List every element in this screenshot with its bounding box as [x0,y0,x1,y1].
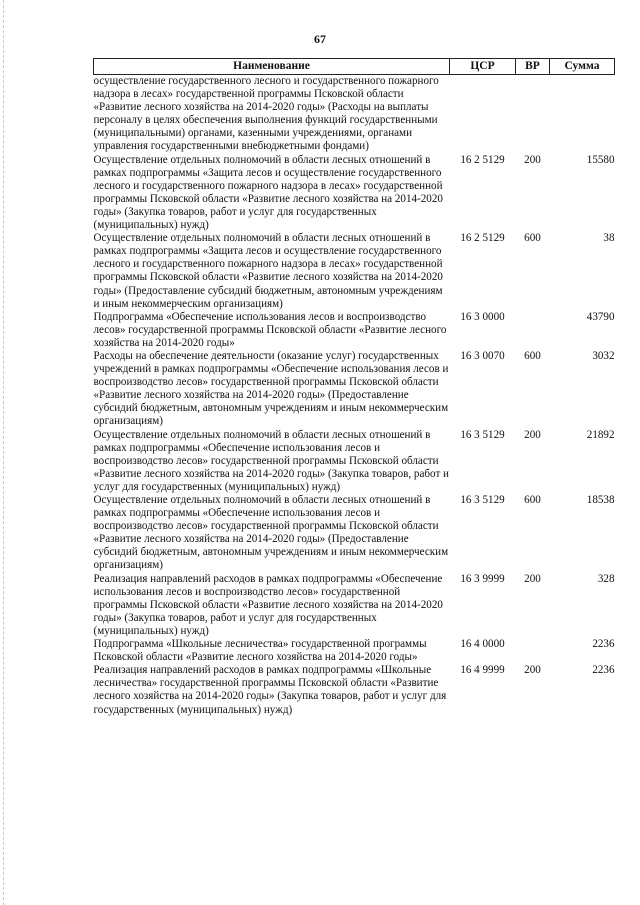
row-sum: 2236 [592,638,615,651]
header-name: Наименование [94,59,450,75]
table-row [94,154,615,233]
row-sum: 2236 [592,664,615,677]
row-vr: 200 [524,664,541,677]
budget-table [93,58,615,717]
row-name: Реализация направлений расходов в рамках подпрограммы «Школьные лесничества» государственной программы Псковской области «Развитие лесного хозяйства на 2014-2020 годы» (Закупка товаров, работ и услуг для государственных (муниципальных) нужд) [93,664,447,716]
row-vr: 200 [524,428,541,441]
row-vr [516,75,550,154]
table-row [94,573,615,638]
row-csr: 16 3 5129 [460,428,505,441]
row-csr: 16 3 9999 [460,572,505,585]
row-name: Реализация направлений расходов в рамках подпрограммы «Обеспечение использования лесов и воспроизводство лесов» государственной программы Псковской области «Развитие лесного хозяйства на 2014-2020 годы» (Закупка товаров, работ и услуг для государственных (муниципальных) нужд) [93,572,443,637]
header-vr: ВР [516,59,550,75]
table-row [94,494,615,573]
row-sum: 18538 [586,494,615,506]
table-header-row [94,59,615,75]
table-row [94,638,615,664]
header-sum: Сумма [550,59,615,75]
row-name: Подпрограмма «Обеспечение использования лесов и воспроизводство лесов» государственной программы Псковской области «Развитие лесного хозяйства на 2014-2020 годы» [93,310,447,349]
row-csr: 16 3 0000 [460,310,505,323]
row-sum: 328 [597,572,615,585]
row-sum [550,75,615,154]
row-sum: 21892 [586,428,615,441]
table-row [94,311,615,350]
row-csr [450,75,516,154]
header-csr: ЦСР [450,59,516,75]
row-name: осуществление государственного лесного и государственного пожарного надзора в лесах» государственной программы Псковской области «Развитие лесного хозяйства на 2014-2020 годы» (Расходы на выплаты персоналу в целях обеспечения выполнения функций государственными (муниципальными) органами, казенными учреждениями, органами управления государственными внебюджетными фондами) [93,75,439,153]
table-row [94,429,615,494]
row-name: Подпрограмма «Школьные лесничества» государственной программы Псковской области «Развитие лесного хозяйства на 2014-2020 годы» [93,638,427,664]
scan-edge-line [3,0,5,905]
row-sum: 3032 [592,349,615,362]
row-sum: 38 [603,232,615,245]
row-vr: 200 [524,153,541,166]
table-row [94,232,615,311]
table-row [94,350,615,429]
table-row [94,664,615,716]
row-sum: 15580 [586,153,615,166]
row-sum: 43790 [586,310,615,323]
row-name: Осуществление отдельных полномочий в области лесных отношений в рамках подпрограммы «Защита лесов и осуществление государственного лесного и государственного пожарного надзора в лесах» государственной программы Псковской области «Развитие лесного хозяйства на 2014-2020 годы» (Предоставление субсидий бюджетным, автономным учреждениям и иным некоммерческим организациям) [93,232,443,310]
row-vr: 600 [524,349,541,362]
row-csr: 16 2 5129 [460,153,505,166]
row-csr: 16 3 5129 [460,494,505,506]
row-name: Осуществление отдельных полномочий в области лесных отношений в рамках подпрограммы «Обеспечение использования лесов и воспроизводство лесов» государственной программы Псковской области «Развитие лесного хозяйства на 2014-2020 годы» (Предоставление субсидий бюджетным, автономным учреждениям и иным некоммерческим организациям) [93,494,449,572]
row-vr: 600 [524,232,541,245]
row-csr: 16 2 5129 [460,232,505,245]
row-csr: 16 4 9999 [460,664,505,677]
row-csr: 16 4 0000 [460,638,505,651]
row-vr: 200 [524,572,541,585]
row-name: Осуществление отдельных полномочий в области лесных отношений в рамках подпрограммы «Защита лесов и осуществление государственного лесного и государственного пожарного надзора в лесах» государственной программы Псковской области «Развитие лесного хозяйства на 2014-2020 годы» (Закупка товаров, работ и услуг для государственных (муниципальных) нужд) [93,153,443,232]
row-vr [516,638,550,664]
row-vr: 600 [524,494,541,506]
page-number: 67 [314,32,326,46]
row-name: Осуществление отдельных полномочий в области лесных отношений в рамках подпрограммы «Обеспечение использования лесов и воспроизводство лесов» государственной программы Псковской области «Развитие лесного хозяйства на 2014-2020 годы» (Закупка товаров, работ и услуг для государственных (муниципальных) нужд) [93,428,449,493]
row-csr: 16 3 0070 [460,349,505,362]
row-vr [516,311,550,350]
row-name: Расходы на обеспечение деятельности (оказание услуг) государственных учреждений в рамках подпрограммы «Обеспечение использования лесов и воспроизводство лесов» государственной программы Псковской области «Развитие лесного хозяйства на 2014-2020 годы» (Предоставление субсидий бюджетным, автономным учреждениям и иным некоммерческим организациям) [93,349,449,428]
table-row [94,75,615,154]
